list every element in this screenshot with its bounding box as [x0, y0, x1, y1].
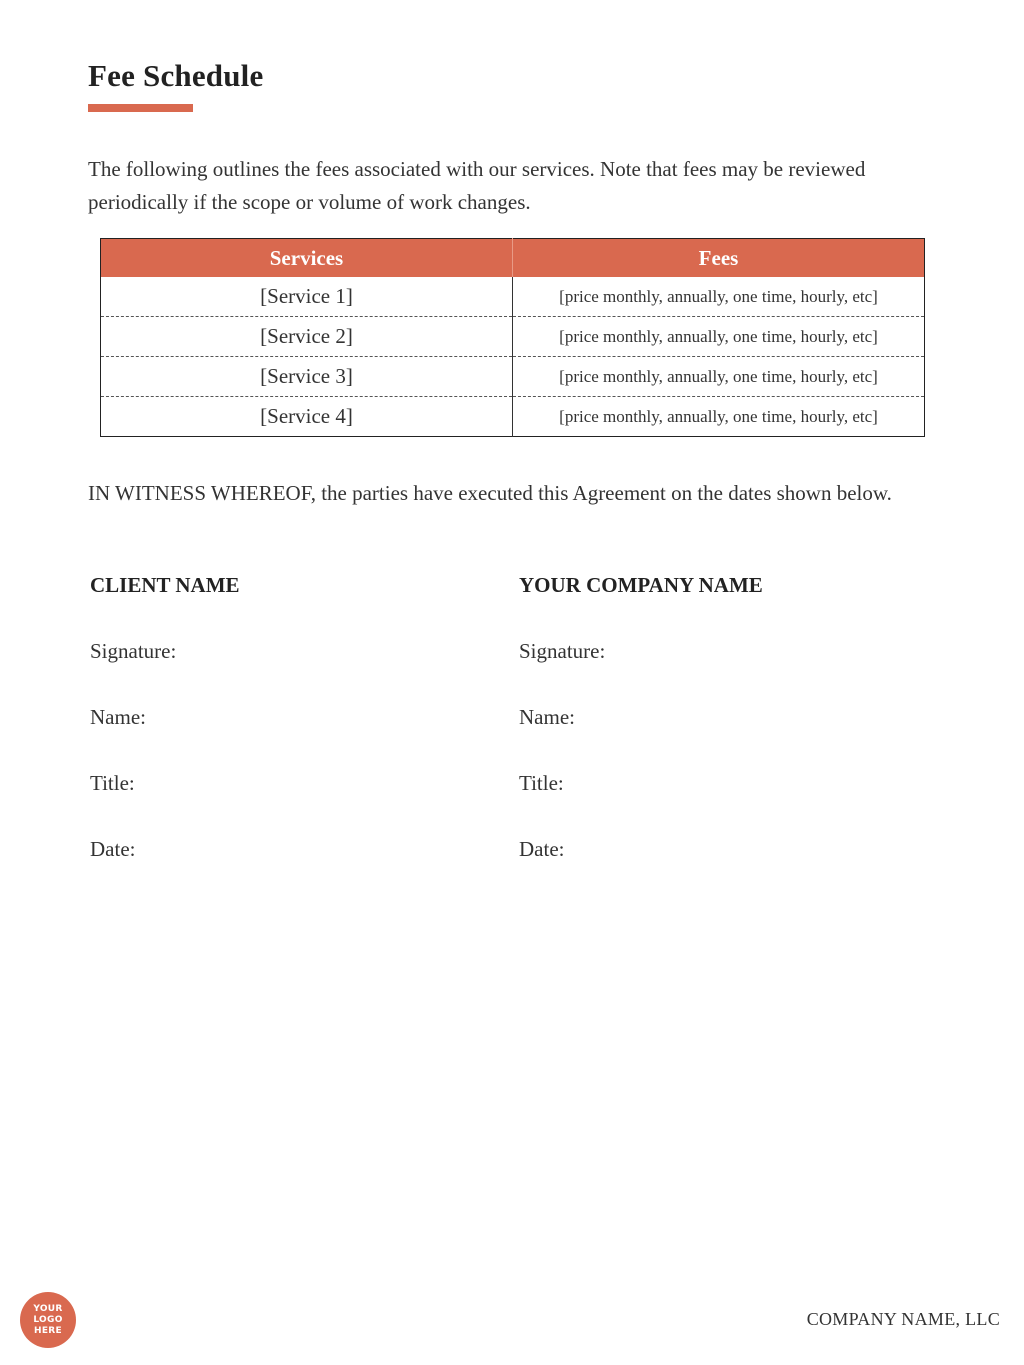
table-row	[101, 397, 925, 437]
company-title-label: Title:	[519, 771, 564, 795]
company-name-label: Name:	[519, 705, 575, 729]
page-title: Fee Schedule	[88, 58, 264, 93]
fee-cell: [price monthly, annually, one time, hourly, etc]	[559, 406, 878, 426]
table-row	[101, 277, 925, 317]
company-signature-block	[519, 568, 919, 898]
company-name-heading: YOUR COMPANY NAME	[519, 573, 763, 597]
company-signature-label: Signature:	[519, 639, 606, 663]
client-title-label: Title:	[90, 771, 135, 795]
fee-cell: [price monthly, annually, one time, hourly, etc]	[513, 357, 925, 397]
table-row	[101, 317, 925, 357]
service-cell: [Service 3]	[101, 357, 513, 397]
service-cell: [Service 2]	[101, 317, 513, 357]
client-date-label: Date:	[90, 837, 136, 861]
intro-paragraph: The following outlines the fees associated with our services. Note that fees may be reviewed periodically if the scope or volume of work changes.	[88, 157, 866, 214]
service-cell: [Service 1]	[101, 277, 513, 317]
logo-text: YOUR LOGO HERE	[33, 1303, 63, 1336]
fee-cell: [price monthly, annually, one time, hourly, etc]	[513, 317, 925, 357]
client-name-heading: CLIENT NAME	[90, 573, 240, 597]
fee-table	[100, 238, 925, 437]
logo-placeholder	[20, 1292, 76, 1348]
column-header-fees: Fees	[513, 239, 925, 278]
column-header-services: Services	[101, 239, 513, 278]
title-underline-accent	[88, 104, 193, 112]
client-signature-block	[90, 568, 490, 898]
witness-paragraph: IN WITNESS WHEREOF, the parties have executed this Agreement on the dates shown below.	[88, 481, 892, 505]
fee-cell: [price monthly, annually, one time, hourly, etc]	[513, 277, 925, 317]
footer-company-name: COMPANY NAME, LLC	[806, 1309, 1000, 1329]
service-cell: [Service 4]	[101, 397, 513, 437]
table-row	[101, 357, 925, 397]
fee-table-header-row	[101, 239, 925, 278]
client-name-label: Name:	[90, 705, 146, 729]
company-date-label: Date:	[519, 837, 565, 861]
client-signature-label: Signature:	[90, 639, 177, 663]
